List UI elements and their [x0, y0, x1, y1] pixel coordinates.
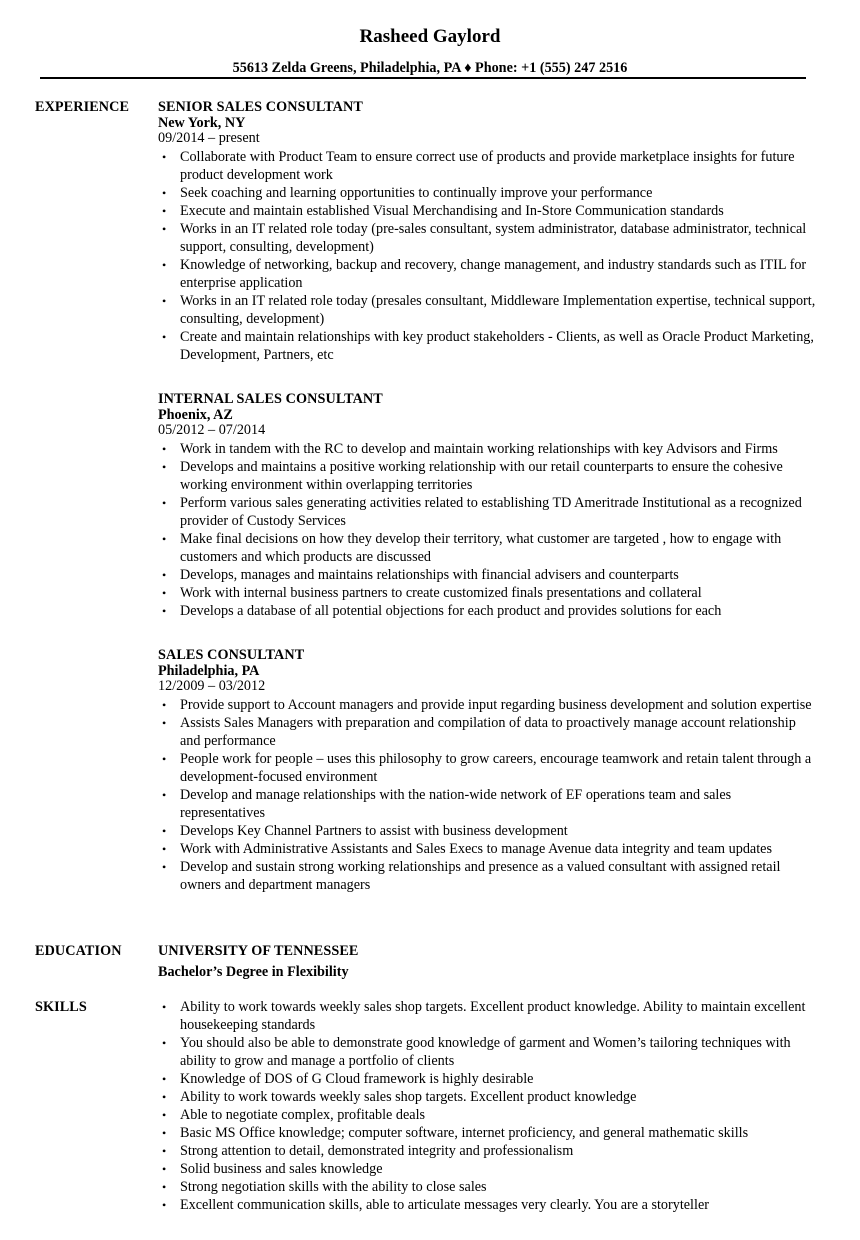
- job-entry: [158, 98, 818, 364]
- resume-header: [0, 0, 860, 77]
- job-dates: 09/2014 – present: [158, 130, 260, 146]
- header-divider: [40, 77, 806, 79]
- skill-item: • Ability to work towards weekly sales shop targets. Excellent product knowledge. Ability to maintain excellent housekeeping standards: [158, 998, 818, 1034]
- degree: Bachelor’s Degree in Flexibility: [158, 964, 349, 980]
- experience-label: EXPERIENCE: [35, 99, 130, 115]
- job-entry: [158, 390, 818, 620]
- job-entry: [158, 646, 818, 894]
- skill-item: • Solid business and sales knowledge: [158, 1160, 818, 1178]
- skill-item: • Able to negotiate complex, profitable deals: [158, 1106, 818, 1124]
- skill-item: • Knowledge of DOS of G Cloud framework is highly desirable: [158, 1070, 818, 1088]
- candidate-name: Rasheed Gaylord: [359, 26, 501, 47]
- job-title: INTERNAL SALES CONSULTANT: [158, 391, 383, 407]
- skill-item: • Strong negotiation skills with the ability to close sales: [158, 1178, 818, 1196]
- job-title: SENIOR SALES CONSULTANT: [158, 99, 363, 115]
- skill-item: • Basic MS Office knowledge; computer software, internet proficiency, and general mathematic skills: [158, 1124, 818, 1142]
- bullet-item: • Develop and manage relationships with the nation-wide network of EF operations team and sales representatives: [158, 786, 818, 822]
- skill-item: • Strong attention to detail, demonstrated integrity and professionalism: [158, 1142, 818, 1160]
- job-location: Philadelphia, PA: [158, 663, 260, 679]
- skill-item: • Excellent communication skills, able to articulate messages very clearly. You are a storyteller: [158, 1196, 818, 1214]
- bullet-item: • Develops Key Channel Partners to assist with business development: [158, 822, 818, 840]
- bullet-item: • People work for people – uses this philosophy to grow careers, encourage teamwork and retain talent through a development-focused environment: [158, 750, 818, 786]
- bullet-item: • Create and maintain relationships with key product stakeholders - Clients, as well as Oracle Product Marketing, Development, Partners, etc: [158, 328, 818, 364]
- bullet-item: • Develop and sustain strong working relationships and presence as a valued consultant with assigned retail owners and department managers: [158, 858, 818, 894]
- job-bullets: [158, 440, 818, 620]
- job-dates: 05/2012 – 07/2014: [158, 422, 266, 438]
- bullet-item: • Work with internal business partners to create customized finals presentations and collateral: [158, 584, 818, 602]
- job-dates: 12/2009 – 03/2012: [158, 678, 266, 694]
- bullet-item: • Seek coaching and learning opportunities to continually improve your performance: [158, 184, 818, 202]
- bullet-item: • Work in tandem with the RC to develop and maintain working relationships with key Advisors and Firms: [158, 440, 818, 458]
- bullet-item: • Collaborate with Product Team to ensure correct use of products and provide marketplace insights for future product development work: [158, 148, 818, 184]
- bullet-item: • Knowledge of networking, backup and recovery, change management, and industry standards such as ITIL for enterprise application: [158, 256, 818, 292]
- bullet-item: • Works in an IT related role today (presales consultant, Middleware Implementation expertise, technical support, consulting, development): [158, 292, 818, 328]
- bullet-item: • Work with Administrative Assistants and Sales Execs to manage Avenue data integrity and team updates: [158, 840, 818, 858]
- bullet-item: • Develops a database of all potential objections for each product and provides solutions for each: [158, 602, 818, 620]
- education-label: EDUCATION: [35, 943, 122, 959]
- job-bullets: [158, 696, 818, 894]
- skill-item: • You should also be able to demonstrate good knowledge of garment and Women’s tailoring techniques with ability to grow and manage a portfolio of clients: [158, 1034, 818, 1070]
- school-name: UNIVERSITY OF TENNESSEE: [158, 943, 359, 959]
- bullet-item: • Develops, manages and maintains relationships with financial advisers and counterparts: [158, 566, 818, 584]
- skills-list: [158, 998, 818, 1214]
- bullet-item: • Provide support to Account managers and provide input regarding business development and solution expertise: [158, 696, 818, 714]
- bullet-item: • Execute and maintain established Visual Merchandising and In-Store Communication standards: [158, 202, 818, 220]
- skills-entry: [158, 998, 818, 1214]
- job-location: Phoenix, AZ: [158, 407, 233, 423]
- job-location: New York, NY: [158, 115, 246, 131]
- education-entry: [158, 942, 818, 981]
- job-title: SALES CONSULTANT: [158, 647, 305, 663]
- contact-line: 55613 Zelda Greens, Philadelphia, PA ♦ Phone: +1 (555) 247 2516: [232, 60, 628, 76]
- skill-item: • Ability to work towards weekly sales shop targets. Excellent product knowledge: [158, 1088, 818, 1106]
- skills-label: SKILLS: [35, 999, 87, 1015]
- bullet-item: • Make final decisions on how they develop their territory, what customer are targeted , how to engage with customers and which products are discussed: [158, 530, 818, 566]
- bullet-item: • Assists Sales Managers with preparation and compilation of data to proactively manage account relationship and performance: [158, 714, 818, 750]
- bullet-item: • Develops and maintains a positive working relationship with our retail counterparts to ensure the cohesive working environment within overlapping territories: [158, 458, 818, 494]
- bullet-item: • Works in an IT related role today (pre-sales consultant, system administrator, database administrator, technical support, consulting, development): [158, 220, 818, 256]
- bullet-item: • Perform various sales generating activities related to establishing TD Ameritrade Institutional as a recognized provider of Custody Services: [158, 494, 818, 530]
- job-bullets: [158, 148, 818, 364]
